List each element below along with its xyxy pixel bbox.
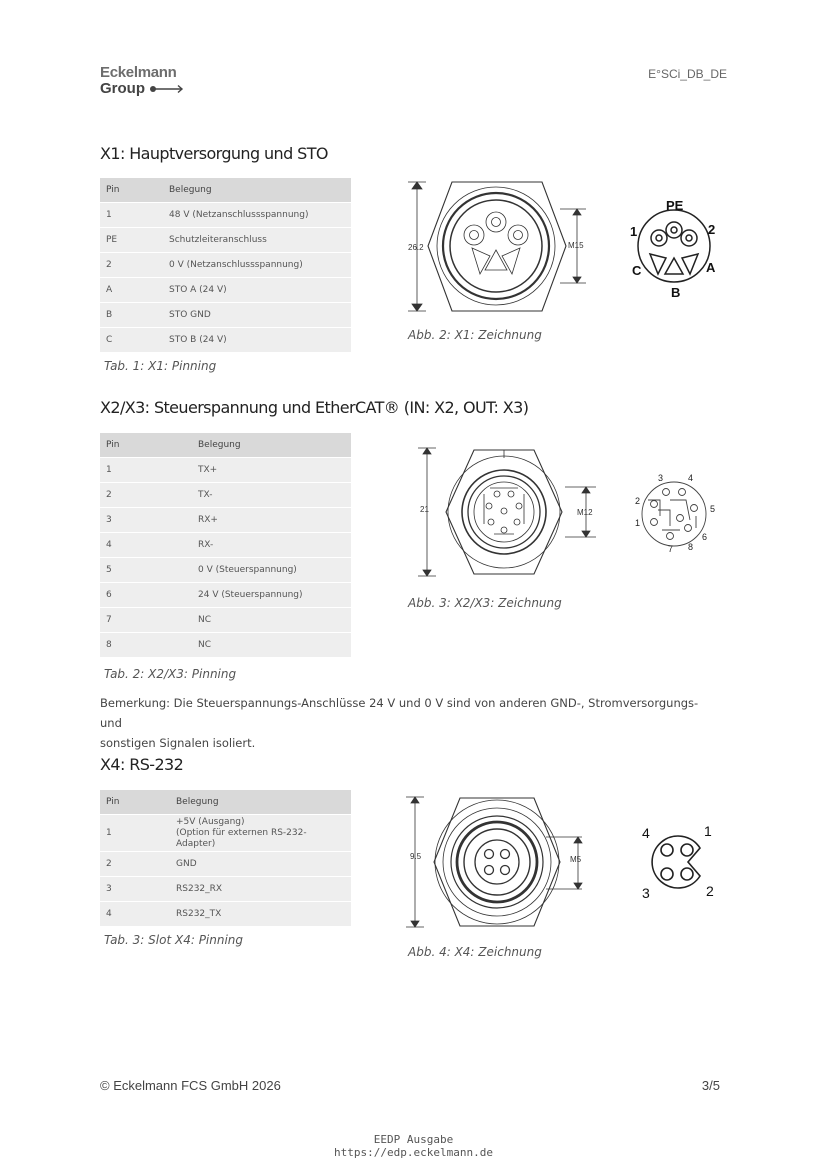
table-header (100, 178, 351, 202)
pin-label: 6 (702, 532, 708, 542)
connector-drawing-x4 (400, 793, 600, 933)
dim-height-x1: 26.2 (408, 243, 424, 252)
cell-belegung-line: (Option für externen RS-232-Adapter) (176, 827, 307, 849)
pin-table-x2x3 (100, 432, 351, 658)
figure-caption-x1: Abb. 2: X1: Zeichnung (408, 328, 542, 342)
cell-belegung: NC (192, 608, 351, 632)
remark-text (100, 693, 720, 753)
dim-thread-x4: M5 (570, 855, 582, 864)
cell-belegung: RS232_TX (170, 902, 351, 926)
logo-line2: Group (100, 80, 145, 97)
table-caption-x1: Tab. 1: X1: Pinning (104, 359, 217, 373)
cell-belegung: RS232_RX (170, 877, 351, 901)
column-header-pin: Pin (100, 433, 192, 457)
figure-caption-x4: Abb. 4: X4: Zeichnung (408, 945, 542, 959)
copyright: © Eckelmann FCS GmbH 2026 (100, 1078, 281, 1093)
pin-label: 7 (668, 544, 674, 554)
pin-label: 5 (710, 504, 716, 514)
cell-belegung: STO B (24 V) (163, 328, 351, 352)
pin-label: A (706, 260, 716, 275)
pinout-x2x3 (630, 470, 722, 558)
pin-label: 3 (642, 885, 650, 901)
column-header-belegung: Belegung (170, 790, 351, 814)
cell-belegung: 48 V (Netzanschlussspannung) (163, 203, 351, 227)
table-row (100, 583, 351, 607)
pin-label: 1 (630, 224, 638, 239)
pin-label: 4 (688, 473, 694, 483)
cell-belegung: STO A (24 V) (163, 278, 351, 302)
cell-belegung: TX+ (192, 458, 351, 482)
eedp-footer (0, 1133, 827, 1159)
cell-pin: 5 (100, 558, 192, 582)
pin-label: PE (666, 198, 684, 213)
page-number: 3/5 (701, 1078, 720, 1093)
cell-pin: 1 (100, 203, 163, 227)
cell-belegung: STO GND (163, 303, 351, 327)
eckelmann-logo (100, 65, 185, 97)
pin-table-x4 (100, 789, 351, 927)
remark-line: Bemerkung: Die Steuerspannungs-Anschlüsse 24 V und 0 V sind von anderen GND-, Stromversorgungs- und (100, 696, 699, 730)
eedp-label: EEDP Ausgabe (373, 1133, 454, 1146)
cell-belegung-line: +5V (Ausgang) (176, 816, 245, 827)
table-header (100, 433, 351, 457)
pinout-x4 (638, 822, 722, 902)
table-row (100, 328, 351, 352)
cell-pin: 3 (100, 877, 170, 901)
table-row (100, 253, 351, 277)
pin-label: 4 (642, 825, 650, 841)
cell-pin: 7 (100, 608, 192, 632)
figure-caption-x2x3: Abb. 3: X2/X3: Zeichnung (408, 596, 562, 610)
cell-pin: 8 (100, 633, 192, 657)
cell-pin: B (100, 303, 163, 327)
connector-drawing-x1 (400, 178, 600, 318)
cell-belegung: Schutzleiteranschluss (163, 228, 351, 252)
cell-pin: 2 (100, 852, 170, 876)
column-header-pin: Pin (100, 790, 170, 814)
cell-belegung: RX- (192, 533, 351, 557)
cell-pin: PE (100, 228, 163, 252)
dim-thread-x2x3: M12 (577, 508, 593, 517)
pin-label: 2 (635, 496, 641, 506)
table-row (100, 303, 351, 327)
cell-belegung: 24 V (Steuerspannung) (192, 583, 351, 607)
table-row (100, 228, 351, 252)
pin-label: 1 (635, 518, 641, 528)
table-row (100, 533, 351, 557)
cell-pin: 6 (100, 583, 192, 607)
remark-line: sonstigen Signalen isoliert. (100, 736, 256, 750)
section-title-x1: X1: Hauptversorgung und STO (100, 144, 328, 163)
table-row (100, 815, 351, 851)
cell-pin: 2 (100, 253, 163, 277)
dim-thread-x1: M15 (568, 241, 584, 250)
section-title-x4: X4: RS-232 (100, 755, 184, 774)
pin-label: 3 (658, 473, 664, 483)
pin-label: B (671, 285, 681, 300)
pinout-x1 (628, 196, 723, 300)
pin-label: 8 (688, 542, 694, 552)
table-caption-x2x3: Tab. 2: X2/X3: Pinning (104, 667, 237, 681)
eedp-url[interactable]: https://edp.eckelmann.de (334, 1146, 493, 1159)
cell-pin: 4 (100, 902, 170, 926)
cell-pin: 2 (100, 483, 192, 507)
pin-label: 2 (708, 222, 716, 237)
connector-drawing-x2x3 (400, 444, 600, 580)
pin-label: 1 (704, 823, 712, 839)
section-title-x2x3: X2/X3: Steuerspannung und EtherCAT® (IN: X2, OUT: X3) (100, 398, 529, 417)
table-row (100, 278, 351, 302)
cell-pin: C (100, 328, 163, 352)
table-row (100, 902, 351, 926)
cell-belegung: 0 V (Netzanschlussspannung) (163, 253, 351, 277)
table-header (100, 790, 351, 814)
table-caption-x4: Tab. 3: Slot X4: Pinning (104, 933, 244, 947)
column-header-belegung: Belegung (192, 433, 351, 457)
cell-pin: 3 (100, 508, 192, 532)
column-header-belegung: Belegung (163, 178, 351, 202)
table-row (100, 877, 351, 901)
logo-arrow-icon (149, 84, 185, 94)
pin-label: 2 (706, 883, 714, 899)
table-row (100, 558, 351, 582)
table-row (100, 483, 351, 507)
table-row (100, 203, 351, 227)
dim-height-x4: 9.5 (410, 852, 422, 861)
table-row (100, 852, 351, 876)
document-id: E°SCi_DB_DE (648, 67, 727, 81)
logo-line1: Eckelmann (100, 64, 177, 81)
table-row (100, 608, 351, 632)
cell-belegung: TX- (192, 483, 351, 507)
cell-pin: 4 (100, 533, 192, 557)
pin-table-x1 (100, 177, 351, 353)
cell-belegung: GND (170, 852, 351, 876)
table-row (100, 508, 351, 532)
cell-pin: A (100, 278, 163, 302)
cell-belegung: RX+ (192, 508, 351, 532)
cell-belegung: 0 V (Steuerspannung) (192, 558, 351, 582)
cell-belegung: NC (192, 633, 351, 657)
table-row (100, 633, 351, 657)
column-header-pin: Pin (100, 178, 163, 202)
cell-belegung (170, 815, 351, 851)
table-row (100, 458, 351, 482)
cell-pin: 1 (100, 815, 170, 851)
pin-label: C (632, 263, 642, 278)
dim-height-x2x3: 21 (420, 505, 429, 514)
cell-pin: 1 (100, 458, 192, 482)
